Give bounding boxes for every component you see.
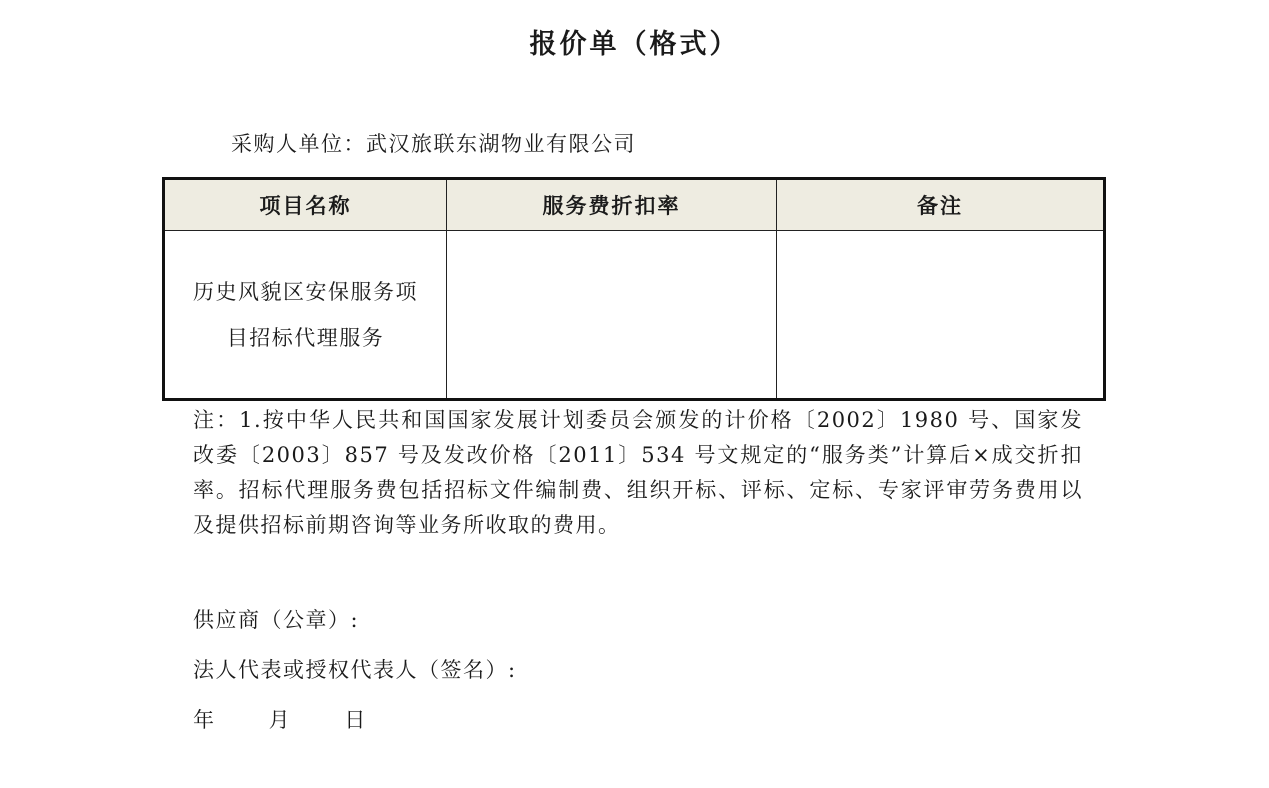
representative-signature-line: 法人代表或授权代表人（签名）: <box>193 658 517 682</box>
supplier-seal-line: 供应商（公章）: <box>193 608 360 632</box>
cell-remarks <box>777 231 1105 400</box>
header-discount-rate: 服务费折扣率 <box>447 179 777 231</box>
project-name-line2: 目招标代理服务 <box>226 325 385 350</box>
cell-discount-rate <box>447 231 777 400</box>
document-title: 报价单（格式） <box>529 29 740 60</box>
project-name-line1: 历史风貌区安保服务项 <box>193 279 418 304</box>
note-paragraph: 注：1.按中华人民共和国国家发展计划委员会颁发的计价格〔2002〕1980 号、国家发改委〔2003〕857 号及发改价格〔2011〕534 号文规定的“服务类”计算后×成交折扣率。招标代理服务费包括招标文件编制费、组织开标、评标、定标、专家评审劳务费用以及提供招标前期咨询等业务所收取的费用。 <box>193 408 1083 537</box>
header-remarks: 备注 <box>777 179 1105 231</box>
buyer-line: 采购人单位：武汉旅联东湖物业有限公司 <box>231 132 636 156</box>
header-project-name: 项目名称 <box>164 179 447 231</box>
date-line: 年 月 日 <box>193 708 367 732</box>
table-header-row <box>164 179 1105 231</box>
quote-table <box>162 177 1106 401</box>
cell-project-name <box>164 231 447 400</box>
table-row <box>164 231 1105 400</box>
